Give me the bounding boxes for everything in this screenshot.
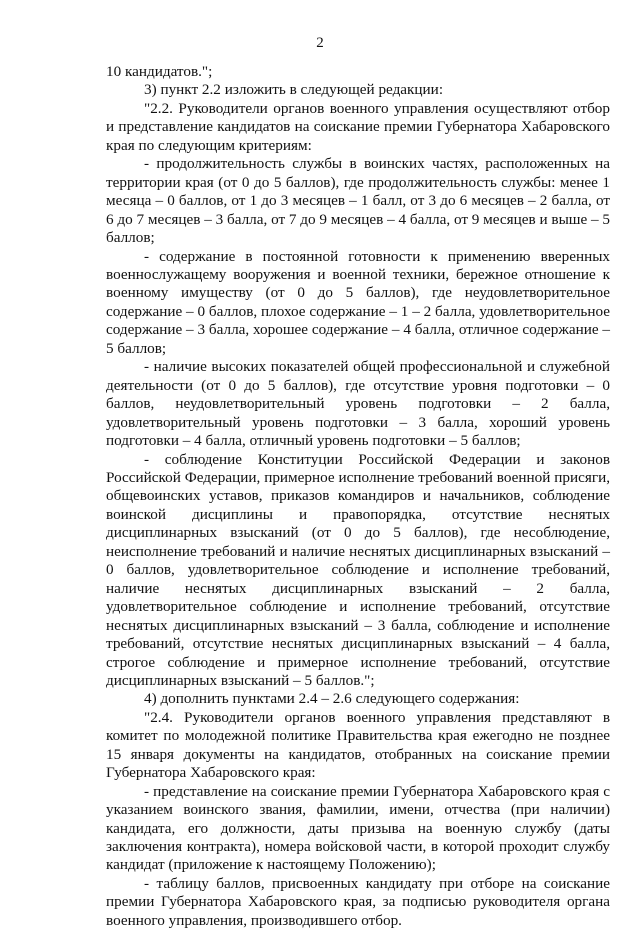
criterion-discipline: - соблюдение Конституции Российской Федерации и законов Российской Федерации, примерное исполнение требований военной присяги, общевоинских уставов, приказов командиров и начальников, соблюдение воинской дисциплины и правопорядка, отсутствие неснятых дисциплинарных взысканий (от 0 до 5 баллов), где несоблюдение, неисполнение требований и наличие неснятых дисциплинарных взысканий – 0 баллов, удовлетворительное соблюдение и исполнение требований, наличие неснятых дисциплинарных взысканий – 2 балла, удовлетворительное соблюдение и исполнение требований, отсутствие неснятых дисциплинарных взысканий – 3 балла, соблюдение и исполнение требований, отсутствие неснятых дисциплинарных взысканий – 4 балла, строгое соблюдение и примерное исполнение требований, отсутствие дисциплинарных взысканий – 5 баллов."; (106, 450, 610, 689)
document-item-nomination: - представление на соискание премии Губернатора Хабаровского края с указанием воинского звания, фамилии, имени, отчества (при наличии) кандидата, его должности, даты призыва на военную службу (даты заключения контракта), номера войсковой части, в которой проходит службу кандидат (приложение к настоящему Положению); (106, 782, 610, 874)
paragraph-clause-2-2: "2.2. Руководители органов военного управления осуществляют отбор и представление кандидатов на соискание премии Губернатора Хабаровского края по следующим критериям: (106, 99, 610, 154)
paragraph-clause-2-4: "2.4. Руководители органов военного управления представляют в комитет по молодежной политике Правительства края ежегодно не позднее 15 января документы на кандидатов, отобранных на соискание премии Губернатора Хабаровского края: (106, 708, 610, 782)
paragraph-item-3: 3) пункт 2.2 изложить в следующей редакции: (144, 81, 444, 99)
page-number: 2 (316, 35, 324, 51)
criterion-performance: - наличие высоких показателей общей профессиональной и служебной деятельности (от 0 до 5 баллов), где отсутствие уровня подготовки – 0 баллов, неудовлетворительный уровень подготовки – 2 балла, удовлетворительный уровень подготовки – 3 балла, хороший уровень подготовки – 4 балла, отличный уровень подготовки – 5 баллов; (106, 358, 610, 450)
document-body (106, 63, 610, 930)
document-item-score-table: - таблицу баллов, присвоенных кандидату при отборе на соискание премии Губернатора Хабаровского края, за подписью руководителя органа военного управления, производившего отбор. (106, 874, 610, 929)
paragraph-continuation: 10 кандидатов."; (106, 63, 213, 80)
criterion-equipment-readiness: - содержание в постоянной готовности к применению вверенных военнослужащему вооружения и военной техники, бережное отношение к военному имуществу (от 0 до 5 баллов), где неудовлетворительное содержание – 0 баллов, плохое содержание – 1 – 2 балла, удовлетворительное содержание – 3 балла, хорошее содержание – 4 балла, отличное содержание – 5 баллов; (106, 247, 610, 357)
paragraph-item-4: 4) дополнить пунктами 2.4 – 2.6 следующего содержания: (144, 690, 520, 708)
criterion-service-duration: - продолжительность службы в воинских частях, расположенных на территории края (от 0 до 5 баллов), где продолжительность службы: менее 1 месяца – 0 баллов, от 1 до 3 месяцев – 1 балл, от 3 до 6 месяцев – 2 балла, от 6 до 7 месяцев – 3 балла, от 7 до 9 месяцев – 4 балла, от 9 месяцев и выше – 5 баллов; (106, 155, 610, 247)
